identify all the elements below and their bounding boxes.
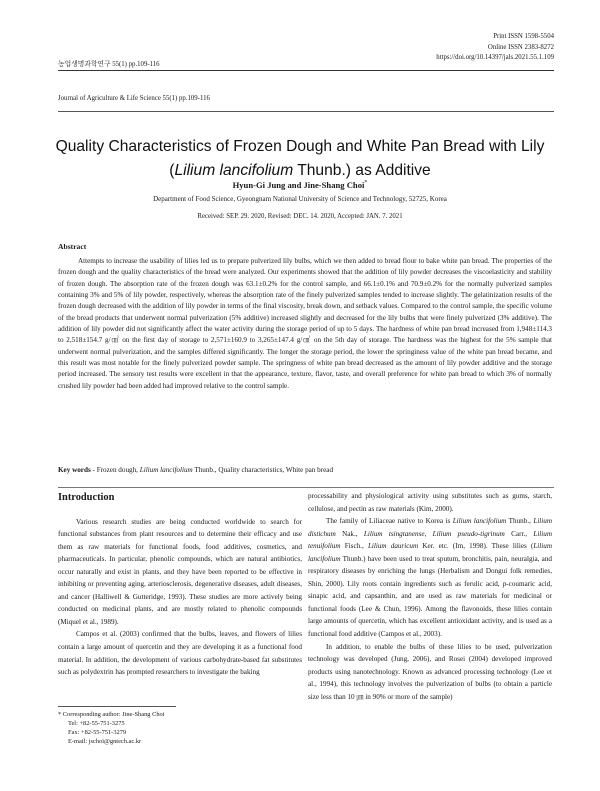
intro-paragraph-2: Campos et al. (2003) confirmed that the bulbs, leaves, and flowers of lilies contain a large amount of quercetin and they are developing it as a functional food material. In addition, the development of various carbohydrate-based fat substitutes such as polydextrin has prompted researchers to investigate the baking xyxy=(58,630,302,677)
species-name: Lilium tenuifolium xyxy=(308,529,552,551)
affiliation: Department of Food Science, Gyeongnam National University of Science and Technology, 52725, Korea xyxy=(153,195,447,203)
footnote-tel: Tel: +82-55-751-3275 xyxy=(68,719,125,727)
species-name: Lilium distichum xyxy=(308,517,552,538)
footnote-email[interactable]: E-mail: jschoi@gntech.ac.kr xyxy=(68,737,142,745)
text-run: Carr., xyxy=(504,529,534,538)
text-run: Fisch., xyxy=(340,542,368,551)
title-rest: Thunb.) as Additive xyxy=(293,162,431,179)
footnote-fax: Fax: +82-55-751-3279 xyxy=(68,728,127,736)
journal-korean: 농업생명과학연구 55(1) pp.109-116 xyxy=(58,61,160,68)
doi-link[interactable]: https://doi.org/10.14397/jals.2021.55.1.109 xyxy=(436,54,554,61)
left-column xyxy=(58,490,302,679)
keywords-rule xyxy=(58,487,554,488)
issn-block xyxy=(436,32,554,64)
intro-paragraph-4 xyxy=(308,515,552,640)
text-run: Thunb., xyxy=(506,517,534,526)
title-line-1: Quality Characteristics of Frozen Dough and White Pan Bread with Lily xyxy=(55,138,545,155)
intro-paragraph-3: processability and physiological activity using substitutes such as gums, starch, cellulose, and pectin as raw materials (Kim, 2000). xyxy=(308,492,552,513)
footnote-author: * Corresponding author: Jine-Shang Choi xyxy=(58,711,165,718)
text-run: -coumaric acid, sinapic acid, and capsanthin, and are used as raw materials for medicinal or functional foods (Lee & Chun, 1996). Among the flavonoids, these lilies contain large amounts of quercetin, which has excellent antioxidant activity, and is used as a functional food additive (Campos et al., 2003). xyxy=(308,579,553,639)
title-species: Lilium lancifolium xyxy=(174,162,294,179)
keywords-sep: - xyxy=(90,466,97,474)
keywords xyxy=(58,466,552,474)
title-paren: ( xyxy=(169,162,175,179)
footnote-rule xyxy=(58,706,176,707)
submission-dates: Received: SEP. 29. 2020, Revised: DEC. 14. 2020, Accepted: JAN. 7. 2021 xyxy=(197,213,403,220)
species-name: Lilium dauricum xyxy=(367,542,419,551)
text-run: The family of Liliaceae native to Korea is xyxy=(326,517,453,526)
print-issn: Print ISSN 1598-5504 xyxy=(493,33,554,40)
text-run: Thunb.) have been used to treat sputum, bronchitis, pain, neuralgia, and respiratory diseases by enriching the lungs (Herbalism and Dongui folk remedies, Shin, 2000). Lily roots contain ingredients such as ferulic acid, xyxy=(308,554,552,588)
abstract-body: Attempts to increase the usability of lilies led us to prepare pulverized lily bulbs, which we then added to bread flour to bake white pan bread. The properties of the frozen dough and the quality characteristics of the bread were analyzed. Our experiments showed that the addition of lily powder decreases the viscoelasticity and stability of frozen dough. The absorption rate of the frozen dough was 63.1±0.2% for the control sample, and 66.1±0.1% and 70.9±0.2% for the normally pulverized samples containing 3% and 5% of lily powder, respectively, whereas the absorption rate of the finely pulverized samples tended to increase slightly. The gelatinization results of the frozen dough decreased with the addition of lily powder in terms of the final viscosity, break down, and setback values. Compared to the control sample, the specific volume of the bread products that underwent normal pulverization (5% additive) increased slightly and decreased for the lily bulbs that were finely pulverized (3% additive). The addition of lily powder did not significantly affect the water activity during the storage period of up to 5 days. The hardness of white pan bread increased from 1,948±114.3 to 2,518±154.7 g/㎠ on the first day of storage to 2,571±160.9 to 3,265±147.4 g/㎠ on the 5th day of storage. The hardness was the highest for the 5% sample that underwent normal pulverization, and the samples differed significantly. The longer the storage period, the lower the springiness value of the white pan bread became, and this result was most notable for the finely pulverized powder sample. The springness of white pan bread decreased as the amount of lily powder additive and the storage period increased. The sensory test results were excellent in that the appearance, texture, flavor, taste, and overall preference for white pan bread to which 3% of normally crushed lily powder had been added had improved relative to the control sample. xyxy=(58,257,552,390)
text-run: Nak., xyxy=(335,529,364,538)
intro-paragraph-1: Various research studies are being conducted worldwide to search for functional substances from plant resources and to determine their efficacy and use them as raw materials for functional foods, food additives, cosmetics, and pharmaceuticals. In particular, phenolic compounds, which are natural antibiotics, occur naturally and exist in plants, and they have been reported to be effective in inhibiting or preventing aging, arteriosclerosis, degenerative diseases, adult diseases, and cancer (Halliwell & Gutteridge, 1993). These studies are more actively being conducted on medicinal plants, and are mostly related to phenolic compounds (Miquel et al., 1989). xyxy=(58,517,302,626)
species-name: Lilium tsingtanense, Lilium pseudo-tigrinum xyxy=(363,529,505,538)
journal-english: Journal of Agriculture & Life Science 55(1) pp.109-116 xyxy=(58,95,210,102)
header-rule xyxy=(58,70,554,71)
intro-paragraph-5: In addition, to enable the bulbs of these lilies to be used, pulverization technology was developed (Jung, 2006), and Rosei (2004) developed improved products using nanotechnology. Known as advanced processing technology (Lee et al., 1994), this technology involves the pulverization of bulbs (to obtain a particle size less than 10 ㎛ in 90% or more of the sample) xyxy=(308,642,552,701)
keyword-3: Thunb., Quality characteristics, White pan bread xyxy=(192,466,334,474)
authors xyxy=(0,180,600,190)
text-run: Ker. etc. (Im, 1998). These lilies ( xyxy=(418,542,534,551)
paper-title xyxy=(40,135,560,183)
online-issn: Online ISSN 2383-8272 xyxy=(487,43,554,51)
keyword-2: Lilium lancifolium xyxy=(139,466,193,474)
abstract-heading: Abstract xyxy=(58,242,87,251)
corresponding-mark: * xyxy=(364,180,368,187)
header-rule-2 xyxy=(58,111,554,112)
keywords-label: Key words xyxy=(58,466,91,474)
author-names: Hyun-Gi Jung and Jine-Shang Choi xyxy=(232,180,365,190)
species-name: Lilium lancifolium xyxy=(452,517,507,526)
footnote xyxy=(58,711,165,747)
keyword-1: Frozen dough, xyxy=(96,466,140,474)
introduction-heading: Introduction xyxy=(58,492,115,503)
italic-prefix: p xyxy=(502,579,507,588)
species-name: Lilium lancifolium xyxy=(308,542,552,563)
right-column xyxy=(308,490,552,703)
